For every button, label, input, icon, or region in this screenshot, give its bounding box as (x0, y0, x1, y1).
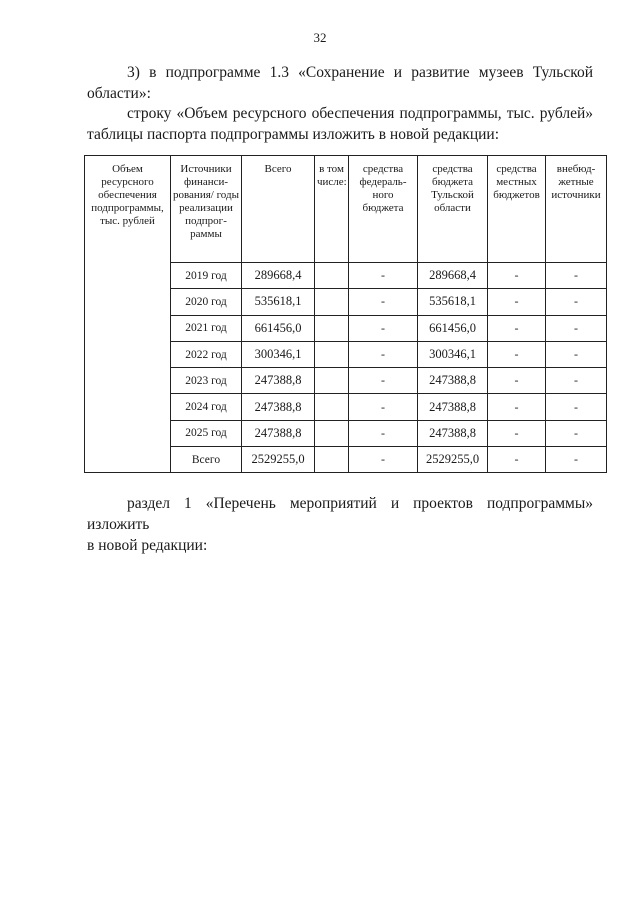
header-cell: средства федераль-ного бюджета (349, 156, 418, 263)
local-budget-cell: - (488, 447, 546, 473)
header-cell: в том числе: (315, 156, 349, 263)
local-budget-cell: - (488, 315, 546, 341)
spacer-cell (315, 447, 349, 473)
total-cell: 2529255,0 (242, 447, 315, 473)
paragraph-section-1 (87, 493, 593, 556)
paragraph-line: 3) в подпрограмме 1.3 «Сохранение и развитие музеев Тульской (127, 64, 593, 81)
total-cell: 300346,1 (242, 341, 315, 367)
regional-budget-cell: 247388,8 (418, 368, 488, 394)
federal-budget-cell: - (349, 447, 418, 473)
header-cell: внебюд-жетные источники (546, 156, 607, 263)
local-budget-cell: - (488, 289, 546, 315)
extrabudgetary-cell: - (546, 289, 607, 315)
extrabudgetary-cell: - (546, 263, 607, 289)
spacer-cell (315, 289, 349, 315)
year-cell: 2024 год (171, 394, 242, 420)
extrabudgetary-cell: - (546, 315, 607, 341)
year-cell: 2020 год (171, 289, 242, 315)
regional-budget-cell: 289668,4 (418, 263, 488, 289)
header-cell: Всего (242, 156, 315, 263)
paragraph-line: раздел 1 «Перечень мероприятий и проектов подпрограммы» изложить (87, 495, 593, 533)
extrabudgetary-cell: - (546, 447, 607, 473)
paragraph-line: таблицы паспорта подпрограммы изложить в новой редакции: (87, 126, 500, 143)
extrabudgetary-cell: - (546, 368, 607, 394)
regional-budget-cell: 535618,1 (418, 289, 488, 315)
year-cell: 2019 год (171, 263, 242, 289)
spacer-cell (315, 263, 349, 289)
page-number: 32 (313, 30, 327, 45)
local-budget-cell: - (488, 394, 546, 420)
row-label-cell: Объем ресурсного обеспечения подпрограммы, тыс. рублей (85, 156, 171, 473)
table-header-row (85, 156, 607, 263)
local-budget-cell: - (488, 341, 546, 367)
year-cell: 2023 год (171, 368, 242, 394)
spacer-cell (315, 341, 349, 367)
paragraph-subprogram-1-3 (87, 62, 593, 104)
extrabudgetary-cell: - (546, 341, 607, 367)
paragraph-line: в новой редакции: (87, 537, 208, 554)
extrabudgetary-cell: - (546, 394, 607, 420)
spacer-cell (315, 315, 349, 341)
spacer-cell (315, 420, 349, 446)
paragraph-row-instruction (87, 103, 593, 145)
header-cell: средства местных бюджетов (488, 156, 546, 263)
paragraph-line: строку «Объем ресурсного обеспечения подпрограммы, тыс. рублей» (127, 105, 593, 122)
total-cell: 661456,0 (242, 315, 315, 341)
federal-budget-cell: - (349, 341, 418, 367)
federal-budget-cell: - (349, 315, 418, 341)
year-cell: 2022 год (171, 341, 242, 367)
regional-budget-cell: 300346,1 (418, 341, 488, 367)
total-cell: 289668,4 (242, 263, 315, 289)
year-cell: 2021 год (171, 315, 242, 341)
federal-budget-cell: - (349, 420, 418, 446)
regional-budget-cell: 247388,8 (418, 394, 488, 420)
header-cell: Источники финанси-рования/ годы реализации подпрог-раммы (171, 156, 242, 263)
regional-budget-cell: 2529255,0 (418, 447, 488, 473)
total-cell: 535618,1 (242, 289, 315, 315)
regional-budget-cell: 247388,8 (418, 420, 488, 446)
paragraph-line: области»: (87, 85, 151, 102)
spacer-cell (315, 394, 349, 420)
federal-budget-cell: - (349, 394, 418, 420)
spacer-cell (315, 368, 349, 394)
local-budget-cell: - (488, 368, 546, 394)
federal-budget-cell: - (349, 263, 418, 289)
year-cell: Всего (171, 447, 242, 473)
federal-budget-cell: - (349, 289, 418, 315)
federal-budget-cell: - (349, 368, 418, 394)
header-cell: средства бюджета Тульской области (418, 156, 488, 263)
total-cell: 247388,8 (242, 420, 315, 446)
total-cell: 247388,8 (242, 368, 315, 394)
extrabudgetary-cell: - (546, 420, 607, 446)
total-cell: 247388,8 (242, 394, 315, 420)
year-cell: 2025 год (171, 420, 242, 446)
regional-budget-cell: 661456,0 (418, 315, 488, 341)
resource-provision-table (84, 155, 607, 473)
local-budget-cell: - (488, 420, 546, 446)
local-budget-cell: - (488, 263, 546, 289)
